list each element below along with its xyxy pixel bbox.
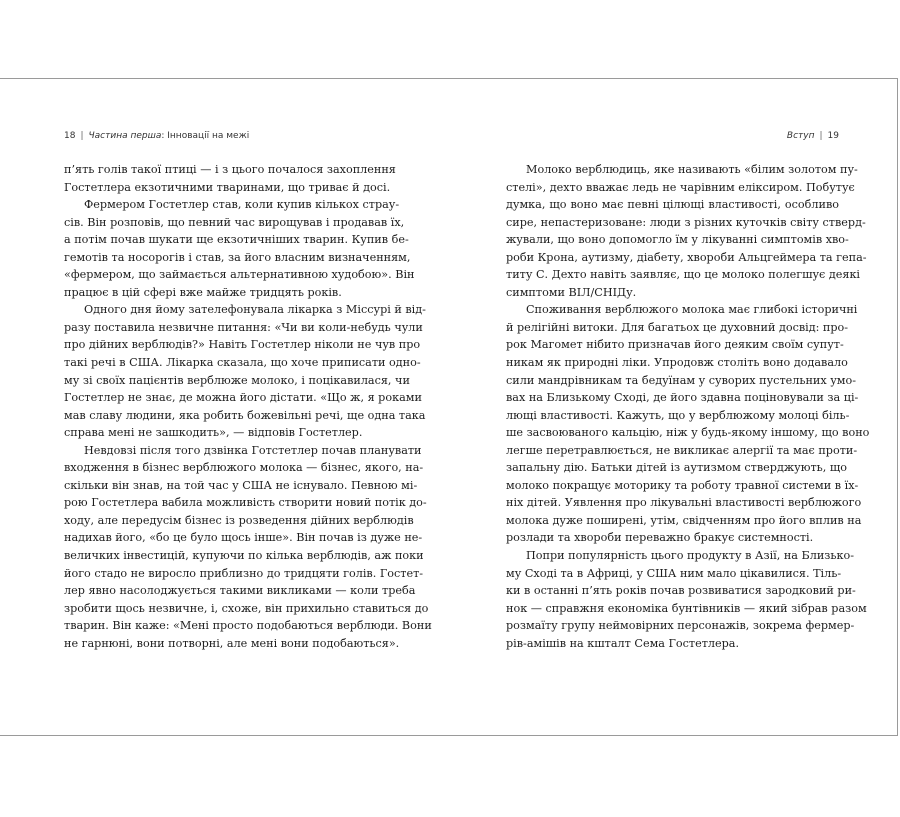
- text-line: разу поставила незвичне питання: «Чи ви коли-небудь чули: [64, 320, 423, 334]
- text-line: запальну дію. Батьки дітей із аутизмом стверджують, що: [506, 461, 847, 475]
- text-line: про дійних верблюдів?» Навіть Гостетлер ніколи не чув про: [64, 338, 421, 352]
- paragraph: [506, 547, 867, 652]
- text-line: гемотів та носорогів і став, за його власним визначенням,: [64, 250, 411, 264]
- left-running-head: [64, 131, 249, 141]
- text-line: Молоко верблюдиць, яке називають «білим золотом пу-: [526, 163, 858, 176]
- text-line: никам як природні ліки. Упродовж століть воно додавало: [506, 356, 848, 370]
- text-line: лер явно насолоджується такими викликами — коли треба: [64, 584, 416, 598]
- book-spread: [0, 78, 898, 736]
- text-line: лющі властивості. Кажуть, що у верблюжому молоці біль-: [506, 408, 850, 422]
- paragraph: [506, 161, 867, 301]
- text-line: й релігійні витоки. Для багатьох це духовний досвід: про-: [506, 320, 849, 334]
- text-line: «фермером, що займається альтернативною худобою». Він: [64, 268, 415, 282]
- text-line: думка, що воно має певні цілющі властивості, особливо: [506, 198, 839, 212]
- paragraph: [64, 301, 426, 441]
- text-line: Невдовзі після того дзвінка Готстетлер почав планувати: [84, 443, 422, 457]
- text-line: такі речі в США. Лікарка сказала, що хоче приписати одно-: [64, 356, 421, 370]
- right-running-head: [787, 131, 839, 141]
- text-line: симптоми ВІЛ/СНІДу.: [506, 285, 637, 299]
- text-line: справа мені не зашкодить», — відповів Гостетлер.: [64, 426, 363, 440]
- text-line: стелі», дехто вважає ледь не чарівним еліксиром. Побутує: [506, 180, 855, 194]
- left-page-body: [64, 161, 432, 652]
- text-line: ше засвоюваного кальцію, ніж у будь-якому іншому, що воно: [506, 426, 870, 440]
- text-line: сире, непастеризоване: люди з різних куточків світу стверд-: [506, 215, 866, 229]
- text-line: вах на Близькому Сході, де його здавна поціновували за ці-: [506, 391, 859, 405]
- text-line: а потім почав шукати ще екзотичніших тварин. Купив бе-: [64, 233, 409, 247]
- text-line: розмаїту групу неймовірних персонажів, зокрема фермер-: [506, 619, 855, 633]
- text-line: сів. Він розповів, що певний час вирощував і продавав їх,: [64, 215, 405, 229]
- left-head-separator: |: [80, 131, 84, 141]
- text-line: рою Гостетлера вабила можливість створити новий потік до-: [64, 496, 427, 510]
- text-line: Попри популярність цього продукту в Азії, на Близько-: [526, 549, 854, 563]
- text-line: Фермером Гостетлер став, коли купив кількох страу-: [84, 198, 400, 212]
- right-page-body: [506, 161, 870, 652]
- text-line: ки в останні п’ять років почав розвиватися зародковий ри-: [506, 584, 856, 598]
- text-line: тварин. Він каже: «Мені просто подобаються верблюди. Вони: [64, 619, 432, 633]
- text-line: му Сході та в Африці, у США ним мало цікавилися. Тіль-: [506, 566, 842, 580]
- paragraph: [64, 442, 432, 653]
- text-line: легше перетравлюється, не викликає алергії та має проти-: [506, 443, 858, 457]
- right-head-separator: |: [819, 131, 823, 141]
- text-line: титу С. Дехто навіть заявляє, що це молоко полегшує деякі: [506, 268, 861, 282]
- text-line: рів-амішів на кшталт Сема Гостетлера.: [506, 636, 740, 650]
- text-line: входження в бізнес верблюжого молока — бізнес, якого, на-: [64, 461, 424, 475]
- text-line: жували, що воно допомогло їм у лікуванні симптомів хво-: [506, 233, 849, 247]
- text-line: не гарнюні, вони потворні, але мені вони подобаються».: [64, 636, 400, 650]
- text-line: Споживання верблюжого молока має глибокі історичні: [526, 303, 858, 317]
- text-line: молока дуже поширені, утім, свідченням про його вплив на: [506, 513, 862, 527]
- paragraph: [64, 161, 396, 196]
- text-line: му зі своїх пацієнтів верблюже молоко, і поцікавилася, чи: [64, 373, 410, 387]
- left-page-number: 18: [64, 131, 76, 141]
- text-line: зробити щось незвичне, і, схоже, він прихильно ставиться до: [64, 601, 429, 615]
- paragraph: [64, 196, 415, 301]
- text-line: молоко покращує моторику та роботу травної системи в їх-: [506, 478, 859, 492]
- text-line: скільки він знав, на той час у США не існувало. Певною мі-: [64, 478, 418, 492]
- text-line: величких інвестицій, купуючи по кілька верблюдів, аж поки: [64, 549, 424, 563]
- text-line: роби Крона, аутизму, діабету, хвороби Альцгеймера та гепа-: [506, 250, 867, 264]
- text-line: ніх дітей. Уявлення про лікувальні властивості верблюжого: [506, 496, 862, 510]
- text-line: п’ять голів такої птиці — і з цього почалося захоплення: [64, 163, 396, 176]
- text-line: Гостетлера екзотичними тваринами, що триває й досі.: [64, 180, 391, 194]
- text-line: ходу, але передусім бізнес із розведення дійних верблюдів: [64, 513, 414, 527]
- paragraph: [506, 301, 870, 547]
- part-title: : Інновації на межі: [161, 131, 250, 141]
- text-line: рок Магомет нібито призначав його деяким своїм супут-: [506, 338, 844, 352]
- text-line: надихав його, «бо це було щось інше». Він почав із дуже не-: [64, 531, 423, 545]
- text-line: працює в цій сфері вже майже тридцять років.: [64, 285, 342, 299]
- section-title: Вступ: [786, 131, 815, 141]
- text-line: Гостетлер не знає, де можна його дістати. «Що ж, я роками: [64, 391, 422, 405]
- text-line: розлади та хвороби переважно бракує системності.: [506, 531, 814, 545]
- right-page-number: 19: [827, 131, 839, 141]
- text-line: мав славу людини, яка робить божевільні речі, ще одна така: [64, 408, 426, 422]
- text-line: Одного дня йому зателефонувала лікарка з Міссурі й від-: [84, 303, 426, 317]
- part-label: Частина перша: [88, 131, 162, 141]
- text-line: його стадо не виросло приблизно до тридцяти голів. Гостет-: [64, 566, 424, 580]
- text-line: сили мандрівникам та бедуїнам у суворих пустельних умо-: [506, 373, 857, 387]
- text-line: нок — справжня економіка бунтівників — який зібрав разом: [506, 601, 867, 615]
